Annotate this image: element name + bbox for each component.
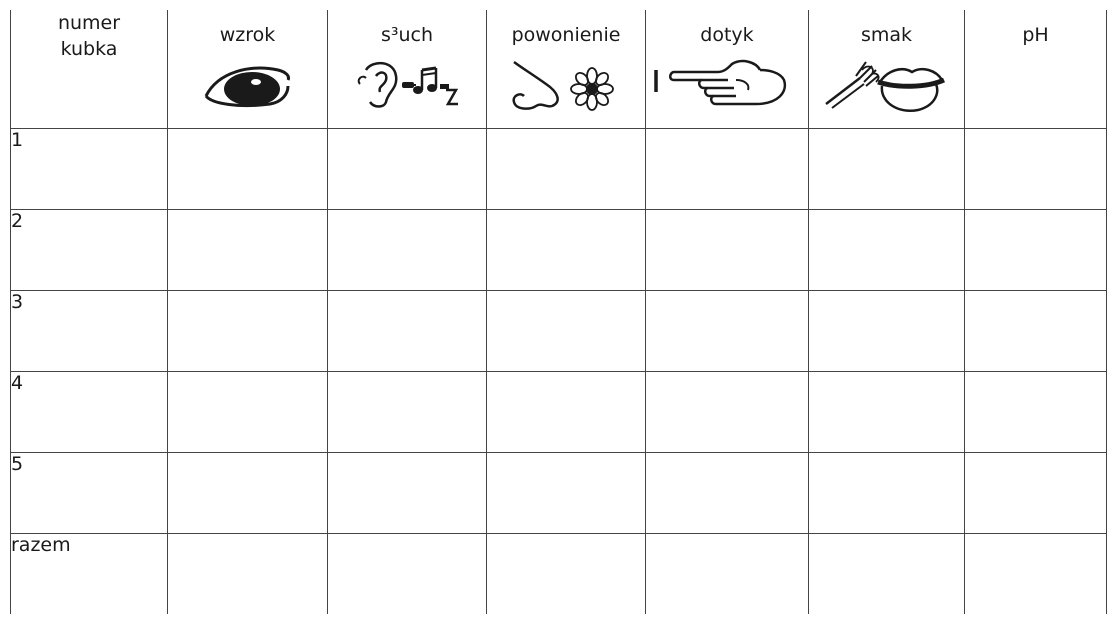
header-sight-label: wzrok [219,24,276,46]
cell-2-sight[interactable] [168,210,328,291]
header-cup-number [11,10,168,129]
mouth-fork-icon [822,58,952,116]
cell-total-smell[interactable] [487,534,646,615]
cell-1-ph[interactable] [965,129,1107,210]
header-cup-number-line2: kubka [60,38,118,60]
cell-4-ph[interactable] [965,372,1107,453]
cell-total-sight[interactable] [168,534,328,615]
row-label-total: razem [11,534,168,615]
cell-total-touch[interactable] [646,534,809,615]
header-taste-label: smak [860,24,913,46]
table-row [11,210,1107,291]
cell-2-smell[interactable] [487,210,646,291]
nose-flower-icon [510,58,622,114]
cell-4-smell[interactable] [487,372,646,453]
cell-5-taste[interactable] [809,453,965,534]
pointing-hand-icon [652,58,802,108]
header-hearing-label: s³uch [380,24,434,46]
cell-2-hearing[interactable] [328,210,487,291]
cell-5-hearing[interactable] [328,453,487,534]
header-sight [168,10,328,129]
cell-3-sight[interactable] [168,291,328,372]
table-row [11,372,1107,453]
cell-4-sight[interactable] [168,372,328,453]
cell-5-sight[interactable] [168,453,328,534]
cell-4-taste[interactable] [809,372,965,453]
row-label-5: 5 [11,453,168,534]
table-row-total [11,534,1107,615]
ear-music-icon [352,58,462,110]
row-label-2: 2 [11,210,168,291]
cell-3-smell[interactable] [487,291,646,372]
header-cup-number-line1: numer [57,12,121,34]
cell-2-taste[interactable] [809,210,965,291]
row-label-3: 3 [11,291,168,372]
cell-1-sight[interactable] [168,129,328,210]
cell-1-hearing[interactable] [328,129,487,210]
cell-5-ph[interactable] [965,453,1107,534]
cell-1-smell[interactable] [487,129,646,210]
cell-total-ph[interactable] [965,534,1107,615]
cell-total-taste[interactable] [809,534,965,615]
cell-1-touch[interactable] [646,129,809,210]
cell-5-touch[interactable] [646,453,809,534]
header-smell [487,10,646,129]
header-touch-label: dotyk [700,24,754,46]
header-row [11,10,1107,129]
row-label-4: 4 [11,372,168,453]
cell-3-hearing[interactable] [328,291,487,372]
cell-4-touch[interactable] [646,372,809,453]
header-ph [965,10,1107,129]
header-taste [809,10,965,129]
table-row [11,129,1107,210]
cell-3-ph[interactable] [965,291,1107,372]
cell-total-hearing[interactable] [328,534,487,615]
eye-icon [200,58,296,110]
table-row [11,453,1107,534]
cell-3-touch[interactable] [646,291,809,372]
cell-3-taste[interactable] [809,291,965,372]
cell-5-smell[interactable] [487,453,646,534]
row-label-1: 1 [11,129,168,210]
header-touch [646,10,809,129]
header-ph-label: pH [1022,24,1049,46]
header-hearing [328,10,487,129]
table-row [11,291,1107,372]
cell-2-ph[interactable] [965,210,1107,291]
cell-2-touch[interactable] [646,210,809,291]
header-smell-label: powonienie [511,24,621,46]
cell-4-hearing[interactable] [328,372,487,453]
cell-1-taste[interactable] [809,129,965,210]
senses-table [10,10,1107,614]
